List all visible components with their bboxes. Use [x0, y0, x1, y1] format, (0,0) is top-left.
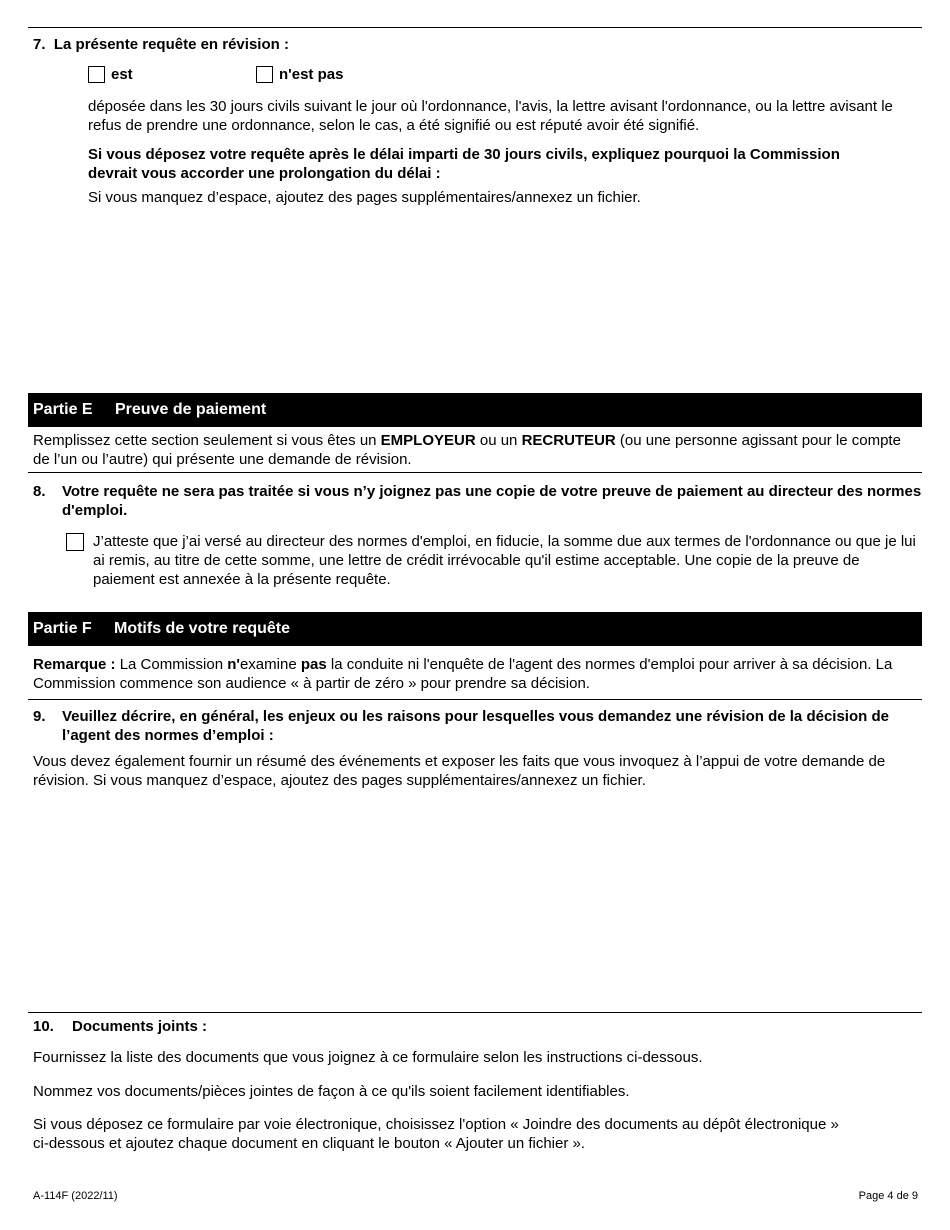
- divider: [28, 1012, 922, 1013]
- divider: [28, 699, 922, 700]
- partie-e-header: [28, 393, 922, 427]
- intro-text: Remplissez cette section seulement si vous êtes un: [33, 432, 381, 449]
- remark-label: Remarque :: [33, 656, 116, 673]
- partie-f-remark: [33, 655, 913, 693]
- partie-e-label: Partie E: [33, 401, 93, 418]
- label-est: est: [111, 66, 133, 83]
- q7-body: déposée dans les 30 jours civils suivant le jour où l'ordonnance, l'avis, la lettre avisant l'ordonnance, ou la lettre avisant le refus de prendre une ordonnance, selon le cas, a été signifié ou est réputé avoir été signifié.: [88, 98, 893, 134]
- q10-paragraph-1: Fournissez la liste des documents que vous joignez à ce formulaire selon les instructions ci-dessous.: [33, 1049, 703, 1066]
- intro-text-mid: ou un: [475, 432, 522, 449]
- partie-f-label: Partie F: [33, 620, 92, 637]
- q10-paragraph-3-line-1: Si vous déposez ce formulaire par voie électronique, choisissez l'option « Joindre des documents au dépôt électronique »: [33, 1116, 839, 1133]
- q8-number: 8.: [33, 483, 46, 500]
- recruiter-word: RECRUTEUR: [521, 432, 616, 449]
- q9-number: 9.: [33, 708, 46, 725]
- remark-text: La Commission: [115, 656, 228, 673]
- q9-description-area[interactable]: [33, 795, 922, 1005]
- divider: [28, 472, 922, 473]
- top-divider: [28, 27, 922, 28]
- q7-space-note: Si vous manquez d’espace, ajoutez des pages supplémentaires/annexez un fichier.: [88, 189, 641, 206]
- q9-title: Veuillez décrire, en général, les enjeux ou les raisons pour lesquelles vous demandez une révision de la décision de l’agent des normes d’emploi :: [62, 708, 889, 744]
- page-number: Page 4 de 9: [858, 1190, 918, 1202]
- remark-text: examine: [239, 656, 301, 673]
- label-nest-pas: n'est pas: [279, 66, 344, 83]
- q9-body: Vous devez également fournir un résumé des événements et exposer les faits que vous invoquez à l’appui de votre demande de révision. Si vous manquez d’espace, ajoutez des pages supplémentaires/annexez un fichier.: [33, 753, 886, 789]
- checkbox-attest-payment[interactable]: [66, 533, 84, 551]
- partie-f-header: [28, 612, 922, 646]
- remark-bold-n: n': [227, 656, 240, 673]
- q10-title: Documents joints :: [72, 1018, 208, 1035]
- checkbox-nest-pas[interactable]: [256, 66, 273, 83]
- form-code: A-114F (2022/11): [33, 1190, 118, 1202]
- q7-bold-question: Si vous déposez votre requête après le délai imparti de 30 jours civils, expliquez pourquoi la Commission devrait vous accorder une prolongation du délai :: [88, 146, 840, 182]
- partie-e-title: Preuve de paiement: [115, 401, 267, 418]
- q7-number: 7.: [33, 36, 46, 53]
- q10-paragraph-2: Nommez vos documents/pièces jointes de façon à ce qu'ils soient facilement identifiables.: [33, 1083, 630, 1100]
- remark-text: la conduite ni l'enquête de l'agent des normes d'emploi pour arriver à sa décision. La Commission commence son audience « à partir de zéro » pour prendre sa décision.: [33, 656, 893, 692]
- partie-f-title: Motifs de votre requête: [114, 620, 291, 637]
- intro-text-post: (ou une personne agissant pour le compte de l’un ou l’autre) qui présente une demande de révision.: [33, 432, 901, 468]
- q8-title: Votre requête ne sera pas traitée si vous n’y joignez pas une copie de votre preuve de paiement au directeur des normes d'emploi.: [62, 483, 922, 519]
- checkbox-est[interactable]: [88, 66, 105, 83]
- q7-title: La présente requête en révision :: [53, 36, 289, 53]
- employer-word: EMPLOYEUR: [380, 432, 476, 449]
- q10-paragraph-3-line-2: ci-dessous et ajoutez chaque document en cliquant le bouton « Ajouter un fichier ».: [33, 1135, 586, 1152]
- remark-bold-pas: pas: [300, 656, 327, 673]
- q10-number: 10.: [33, 1018, 54, 1035]
- q8-attest-text: J’atteste que j’ai versé au directeur des normes d'emploi, en fiducie, la somme due aux termes de l'ordonnance ou que je lui ai remis, au titre de cette somme, une lettre de crédit irrévocable qu'il estime acceptable. Une copie de la preuve de paiement est annexée à la présente requête.: [93, 533, 916, 588]
- partie-e-intro: [33, 431, 913, 469]
- q7-explanation-area[interactable]: [88, 212, 922, 382]
- q7-heading: [33, 36, 289, 53]
